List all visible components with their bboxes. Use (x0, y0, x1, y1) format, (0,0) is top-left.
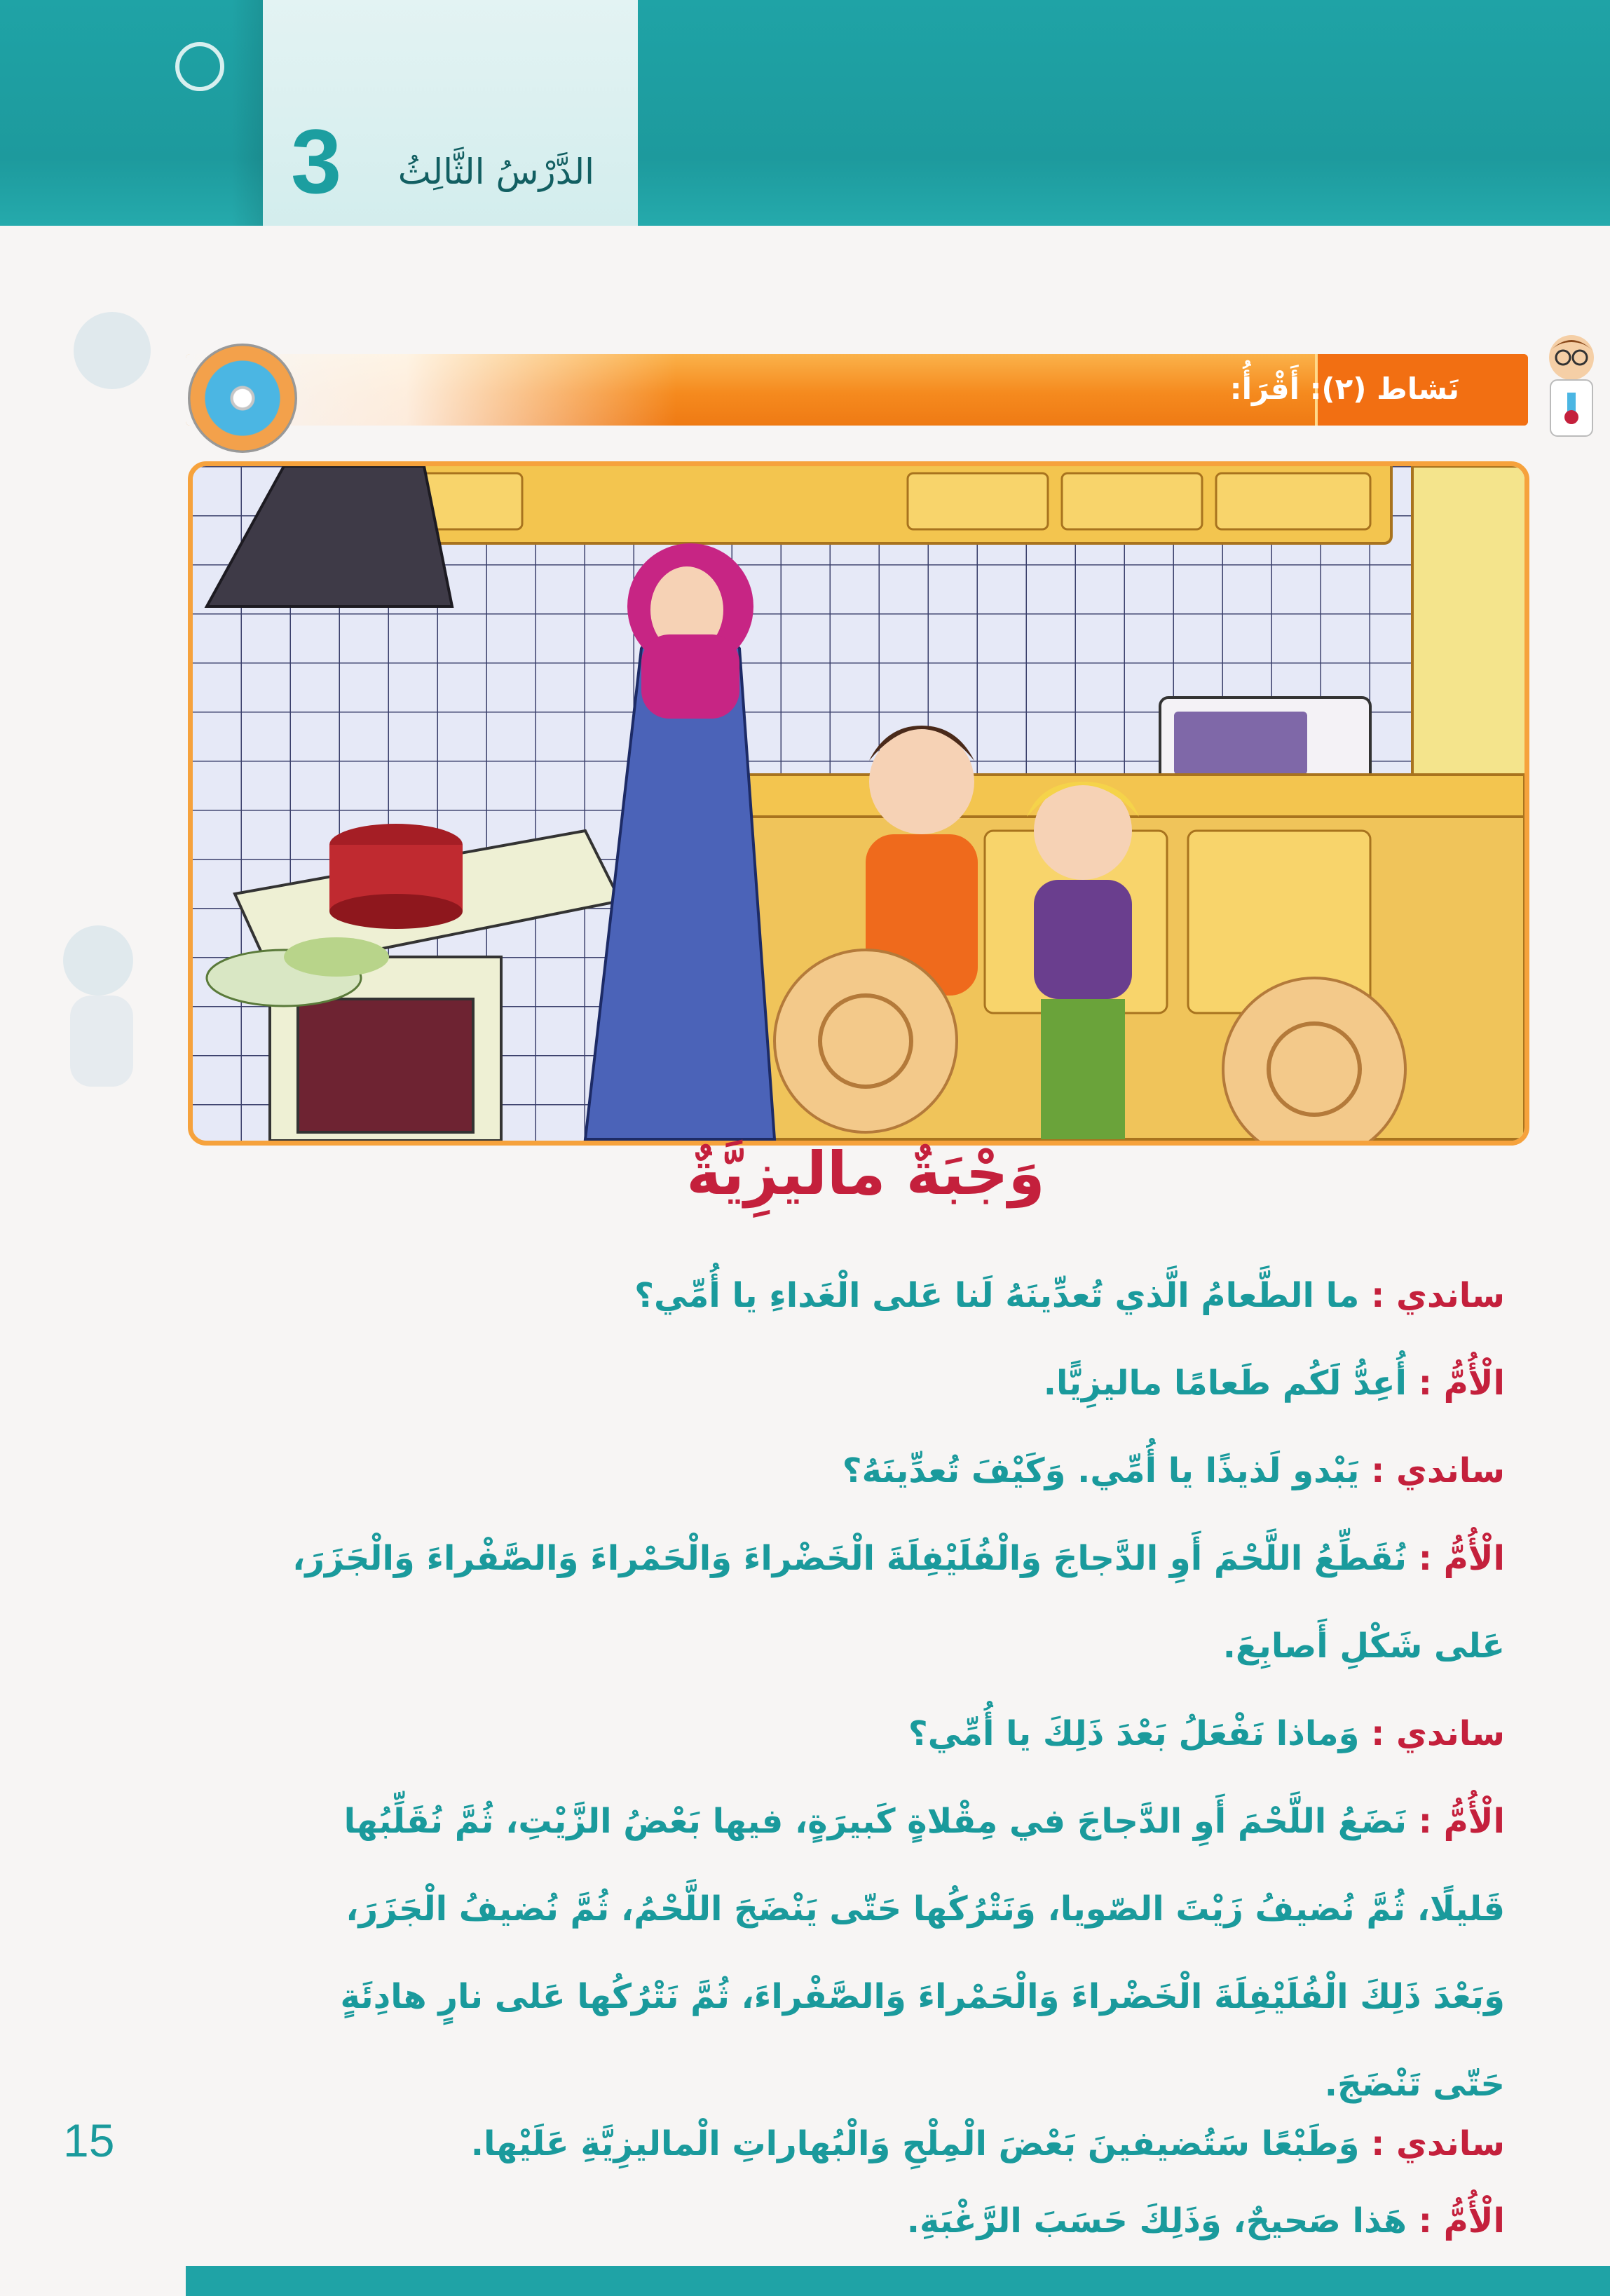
dialogue-text: ما الطَّعامُ الَّذي تُعدِّينَهُ لَنا عَلى الْغَداءِ يا أُمِّي؟ (634, 1276, 1360, 1315)
speaker-label: الْأُمُّ : (1418, 1539, 1505, 1578)
dialogue-line-4 (103, 1539, 1505, 1580)
dialogue-text: أُعِدُّ لَكُم طَعامًا ماليزِيًّا. (1043, 1364, 1407, 1403)
dialogue-text: يَبْدو لَذيذًا يا أُمِّي. وَكَيْفَ تُعدِّينَهُ؟ (842, 1451, 1360, 1490)
story-title: وَجْبَةٌ ماليزِيَّةٌ (686, 1139, 1045, 1208)
dialogue-line-2 (103, 1364, 1505, 1404)
speaker-label: ساندي : (1371, 1276, 1505, 1315)
speaker-label: الْأُمُّ : (1418, 1802, 1505, 1841)
page-number: 15 (63, 2114, 115, 2166)
dialogue-line-11 (103, 2124, 1505, 2165)
audio-cd-icon[interactable] (188, 344, 297, 453)
speaker-label: الْأُمُّ : (1418, 2201, 1505, 2241)
dialogue-text: هَذا صَحيحٌ، وَذَلِكَ حَسَبَ الرَّغْبَةِ. (906, 2201, 1407, 2241)
dialogue-line-9 (103, 1977, 1505, 2018)
dialogue-line-8 (103, 1889, 1505, 1930)
dialogue-text: وَماذا نَفْعَلُ بَعْدَ ذَلِكَ يا أُمِّي؟ (908, 1714, 1360, 1753)
kitchen-scene-image (193, 466, 1524, 1141)
dialogue-text: نَضَعُ اللَّحْمَ أَوِ الدَّجاجَ في مِقْلاةٍ كَبيرَةٍ، فيها بَعْضُ الزَّيْتِ، ثُمَّ نُقَلِّبُها (343, 1802, 1407, 1841)
dialogue-line-7 (103, 1802, 1505, 1842)
dialogue-text: وَطَبْعًا سَتُضيفينَ بَعْضَ الْمِلْحِ وَالْبُهاراتِ الْماليزِيَّةِ عَلَيْها. (470, 2124, 1360, 2163)
lesson-title: الدَّرْسُ الثَّالِثُ (397, 151, 594, 192)
speaker-label: ساندي : (1371, 1451, 1505, 1490)
speaker-label: ساندي : (1371, 1714, 1505, 1753)
scientist-mascot-icon (1542, 330, 1602, 449)
dialogue-line-10 (103, 2065, 1505, 2105)
dialogue-line-12 (103, 2201, 1505, 2242)
dialogue-text: عَلى شَكْلِ أَصابِعَ. (1222, 1626, 1505, 1666)
dialogue-line-1 (103, 1276, 1505, 1317)
dialogue-line-5 (103, 1626, 1505, 1667)
speaker-label: ساندي : (1371, 2124, 1505, 2163)
binder-ring-icon (175, 42, 224, 91)
activity-title: نَشاط (٢): أَقْرَأُ: (1229, 372, 1459, 406)
dialogue-text: وَبَعْدَ ذَلِكَ الْفُلَيْفِلَةَ الْخَضْراءَ وَالْحَمْراءَ وَالصَّفْراءَ، ثُمَّ نَتْرُكُها عَلى نارٍ هادِئَةٍ (340, 1977, 1505, 2016)
dialogue-text: قَليلًا، ثُمَّ نُضيفُ زَيْتَ الصّويا، وَنَتْرُكُها حَتّى يَنْضَجَ اللَّحْمُ، ثُمَّ نُضيفُ الْجَزَرَ، (346, 1889, 1505, 1929)
dialogue-line-3 (103, 1451, 1505, 1492)
dialogue-line-6 (103, 1714, 1505, 1755)
lesson-number: 3 (291, 110, 342, 212)
dialogue-text: حَتّى تَنْضَجَ. (1324, 2065, 1505, 2104)
speaker-label: الْأُمُّ : (1418, 1364, 1505, 1403)
dialogue-text: نُقَطِّعُ اللَّحْمَ أَوِ الدَّجاجَ وَالْفُلَيْفِلَةَ الْخَضْراءَ وَالْحَمْراءَ وَالصَّفْراءَ وَالْجَزَرَ، (292, 1539, 1407, 1578)
footer-band (186, 2266, 1610, 2296)
kitchen-illustration (188, 461, 1529, 1146)
